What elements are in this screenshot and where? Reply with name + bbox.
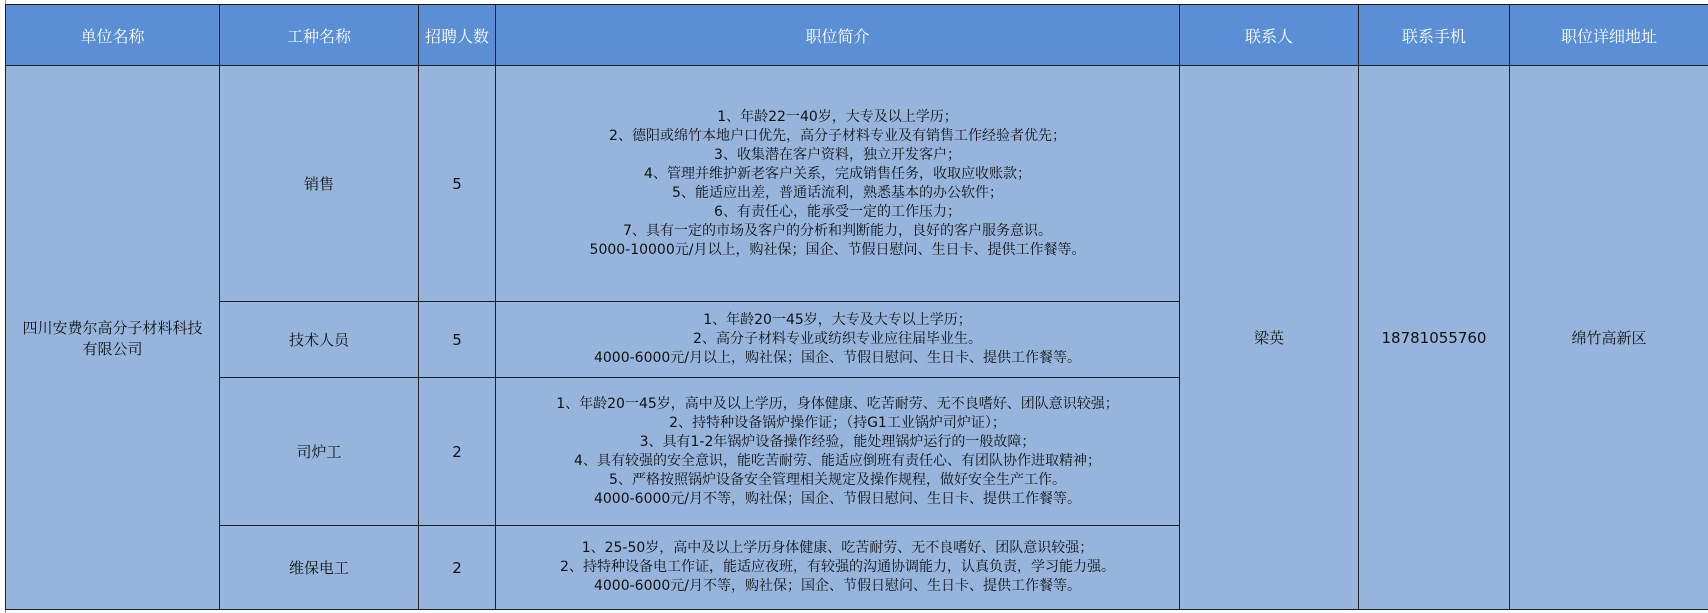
description-line: 1、年龄22一40岁，大专及以上学历； — [717, 108, 958, 125]
header-headcount[interactable]: 招聘人数 — [419, 5, 496, 66]
description-line: 7、具有一定的市场及客户的分析和判断能力，良好的客户服务意识。 — [623, 222, 1052, 239]
description-cell[interactable] — [496, 66, 1180, 302]
description-line: 1、年龄20一45岁，高中及以上学历，身体健康、吃苦耐劳、无不良嗜好、团队意识较强； — [556, 395, 1119, 412]
headcount-cell[interactable]: 2 — [419, 526, 496, 610]
description-line: 2、德阳或绵竹本地户口优先，高分子材料专业及有销售工作经验者优先； — [609, 127, 1066, 144]
description-line: 5、能适应出差，普通话流利，熟悉基本的办公软件； — [672, 184, 1003, 201]
headcount-cell[interactable]: 2 — [419, 378, 496, 526]
header-contact[interactable]: 联系人 — [1180, 5, 1359, 66]
header-row — [6, 5, 1708, 66]
company-name-line1: 四川安费尔高分子材料科技 — [22, 318, 203, 337]
phone-cell[interactable]: 18781055760 — [1359, 66, 1510, 610]
job-title-cell[interactable]: 销售 — [220, 66, 419, 302]
header-job-title[interactable]: 工种名称 — [220, 5, 419, 66]
description-line: 2、持特种设备电工作证，能适应夜班，有较强的沟通协调能力，认真负责，学习能力强。 — [560, 559, 1115, 575]
description-line: 2、持特种设备锅炉操作证；（持G1工业锅炉司炉证）； — [669, 414, 1006, 431]
description-line: 4000-6000元/月不等，购社保；国企、节假日慰问、生日卡、提供工作餐等。 — [593, 578, 1082, 594]
table-row — [6, 66, 1708, 302]
description-line: 4000-6000元/月不等，购社保；国企、节假日慰问、生日卡、提供工作餐等。 — [593, 490, 1082, 507]
headcount-cell[interactable]: 5 — [419, 302, 496, 378]
job-title-cell[interactable]: 维保电工 — [220, 526, 419, 610]
description-line: 5000-10000元/月以上，购社保；国企、节假日慰问、生日卡、提供工作餐等。 — [589, 241, 1086, 258]
address-cell[interactable]: 绵竹高新区 — [1510, 66, 1708, 610]
description-line: 5、严格按照锅炉设备安全管理相关规定及操作规程，做好安全生产工作。 — [609, 471, 1066, 488]
contact-cell[interactable]: 梁英 — [1180, 66, 1359, 610]
description-cell[interactable] — [496, 378, 1180, 526]
header-description[interactable]: 职位简介 — [496, 5, 1180, 66]
description-line: 4、管理并维护新老客户关系，完成销售任务，收取应收账款； — [644, 165, 1031, 182]
description-line: 1、年龄20一45岁，大专及大专以上学历； — [703, 312, 972, 328]
headcount-cell[interactable]: 5 — [419, 66, 496, 302]
company-cell[interactable] — [6, 66, 220, 610]
description-line: 4、具有较强的安全意识，能吃苦耐劳、能适应倒班有责任心、有团队协作进取精神； — [574, 452, 1101, 469]
header-phone[interactable]: 联系手机 — [1359, 5, 1510, 66]
description-line: 3、具有1-2年锅炉设备操作经验，能处理锅炉运行的一般故障； — [639, 433, 1036, 450]
company-name-line2: 有限公司 — [82, 339, 143, 358]
recruitment-table — [5, 4, 1708, 610]
job-title-cell[interactable]: 司炉工 — [220, 378, 419, 526]
header-address[interactable]: 职位详细地址 — [1510, 5, 1708, 66]
description-cell[interactable] — [496, 526, 1180, 610]
description-line: 2、高分子材料专业或纺织专业应往届毕业生。 — [693, 331, 982, 347]
header-company[interactable]: 单位名称 — [6, 5, 220, 66]
job-title-cell[interactable]: 技术人员 — [220, 302, 419, 378]
description-line: 6、有责任心，能承受一定的工作压力； — [714, 203, 961, 220]
description-line: 1、25-50岁，高中及以上学历身体健康、吃苦耐劳、无不良嗜好、团队意识较强； — [581, 540, 1094, 556]
description-line: 3、收集潜在客户资料，独立开发客户； — [714, 146, 961, 163]
description-cell[interactable] — [496, 302, 1180, 378]
description-line: 4000-6000元/月以上，购社保；国企、节假日慰问、生日卡、提供工作餐等。 — [593, 350, 1082, 366]
